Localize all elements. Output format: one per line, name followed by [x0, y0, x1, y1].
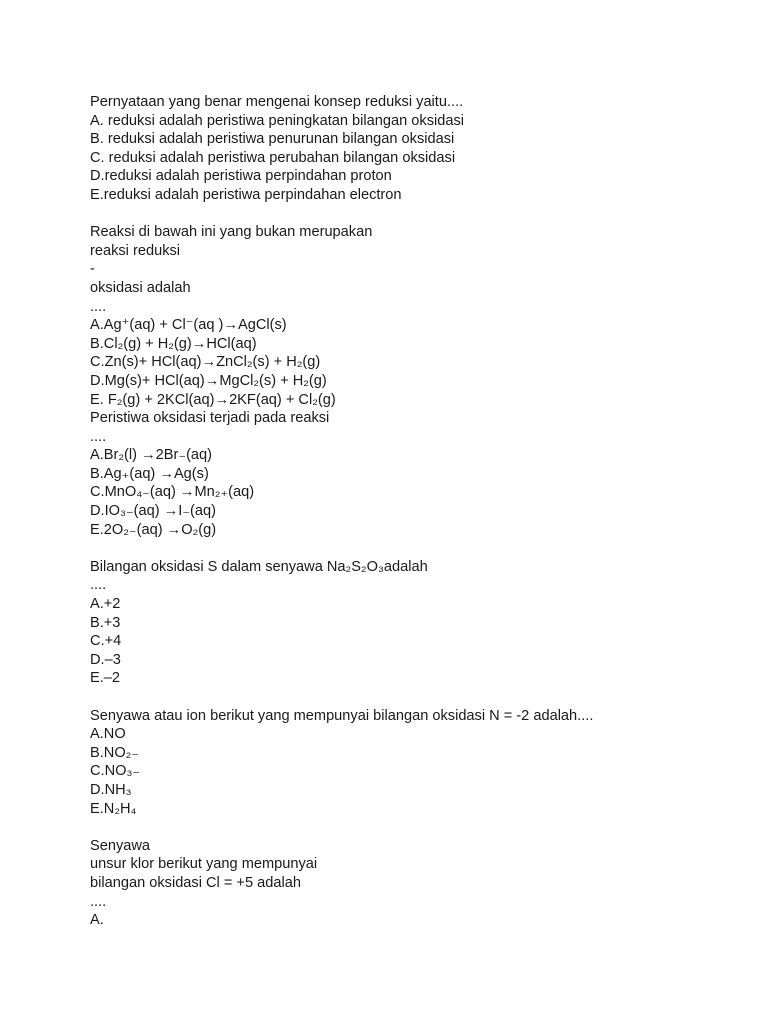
question-line: D.Mg(s)+ HCl(aq)→MgCl₂(s) + H₂(g) [90, 372, 327, 389]
question-line: C. reduksi adalah peristiwa perubahan bilangan oksidasi [90, 149, 456, 166]
paragraph-gap [90, 205, 750, 224]
question-line: A.NO [90, 726, 126, 743]
paragraph-gap [90, 818, 750, 837]
paragraph-gap [90, 539, 750, 558]
question-line: oksidasi adalah [90, 279, 191, 296]
question-block [90, 837, 750, 930]
question-block [90, 707, 750, 819]
question-line: B.+3 [90, 614, 121, 631]
question-line: - [90, 261, 95, 278]
question-line: .... [90, 577, 107, 594]
question-line: reaksi reduksi [90, 242, 181, 259]
question-block [90, 93, 750, 205]
question-line: E.2O₂₋(aq) →O₂(g) [90, 521, 217, 538]
question-line: A. [90, 912, 104, 929]
question-line: D.NH₃ [90, 781, 132, 798]
question-line: E. F₂(g) + 2KCl(aq)→2KF(aq) + Cl₂(g) [90, 391, 336, 408]
question-line: B.NO₂₋ [90, 744, 140, 761]
question-line: .... [90, 298, 107, 315]
question-text: Senyawa atau ion berikut yang mempunyai bilangan oksidasi N = -2 adalah.... [90, 707, 594, 724]
question-line: B.Cl₂(g) + H₂(g)→HCl(aq) [90, 335, 257, 352]
question-line: .... [90, 428, 107, 445]
question-line: C.NO₃₋ [90, 763, 141, 780]
question-line: A.Ag⁺(aq) + Cl⁻(aq )→AgCl(s) [90, 317, 287, 334]
question-line: A.Br₂(l) →2Br₋(aq) [90, 447, 213, 464]
question-line: D.reduksi adalah peristiwa perpindahan proton [90, 168, 392, 185]
question-line: D.IO₃₋(aq) →I₋(aq) [90, 503, 216, 520]
question-line: E.–2 [90, 670, 121, 687]
question-line: C.+4 [90, 633, 122, 650]
question-text: Bilangan oksidasi S dalam senyawa Na₂S₂O₃adalah [90, 558, 428, 575]
question-line: D.–3 [90, 651, 121, 668]
document-page [90, 93, 750, 930]
question-block [90, 223, 750, 539]
question-line: unsur klor berikut yang mempunyai [90, 856, 318, 873]
question-text: Reaksi di bawah ini yang bukan merupakan [90, 224, 373, 241]
paragraph-gap [90, 688, 750, 707]
question-line: B.Ag₊(aq) →Ag(s) [90, 465, 209, 482]
question-line: bilangan oksidasi Cl = +5 adalah [90, 874, 301, 891]
question-line: A. reduksi adalah peristiwa peningkatan bilangan oksidasi [90, 112, 465, 129]
question-block [90, 558, 750, 688]
question-text: Senyawa [90, 837, 151, 854]
question-text: Pernyataan yang benar mengenai konsep reduksi yaitu.... [90, 94, 464, 110]
question-line: .... [90, 893, 107, 910]
question-line: C.MnO₄₋(aq) →Mn₂₊(aq) [90, 484, 255, 501]
question-line: E.reduksi adalah peristiwa perpindahan electron [90, 186, 402, 203]
question-line: E.N₂H₄ [90, 800, 137, 817]
question-line: C.Zn(s)+ HCl(aq)→ZnCl₂(s) + H₂(g) [90, 354, 321, 371]
question-line: Peristiwa oksidasi terjadi pada reaksi [90, 410, 330, 427]
question-line: B. reduksi adalah peristiwa penurunan bilangan oksidasi [90, 131, 455, 148]
question-line: A.+2 [90, 596, 121, 613]
